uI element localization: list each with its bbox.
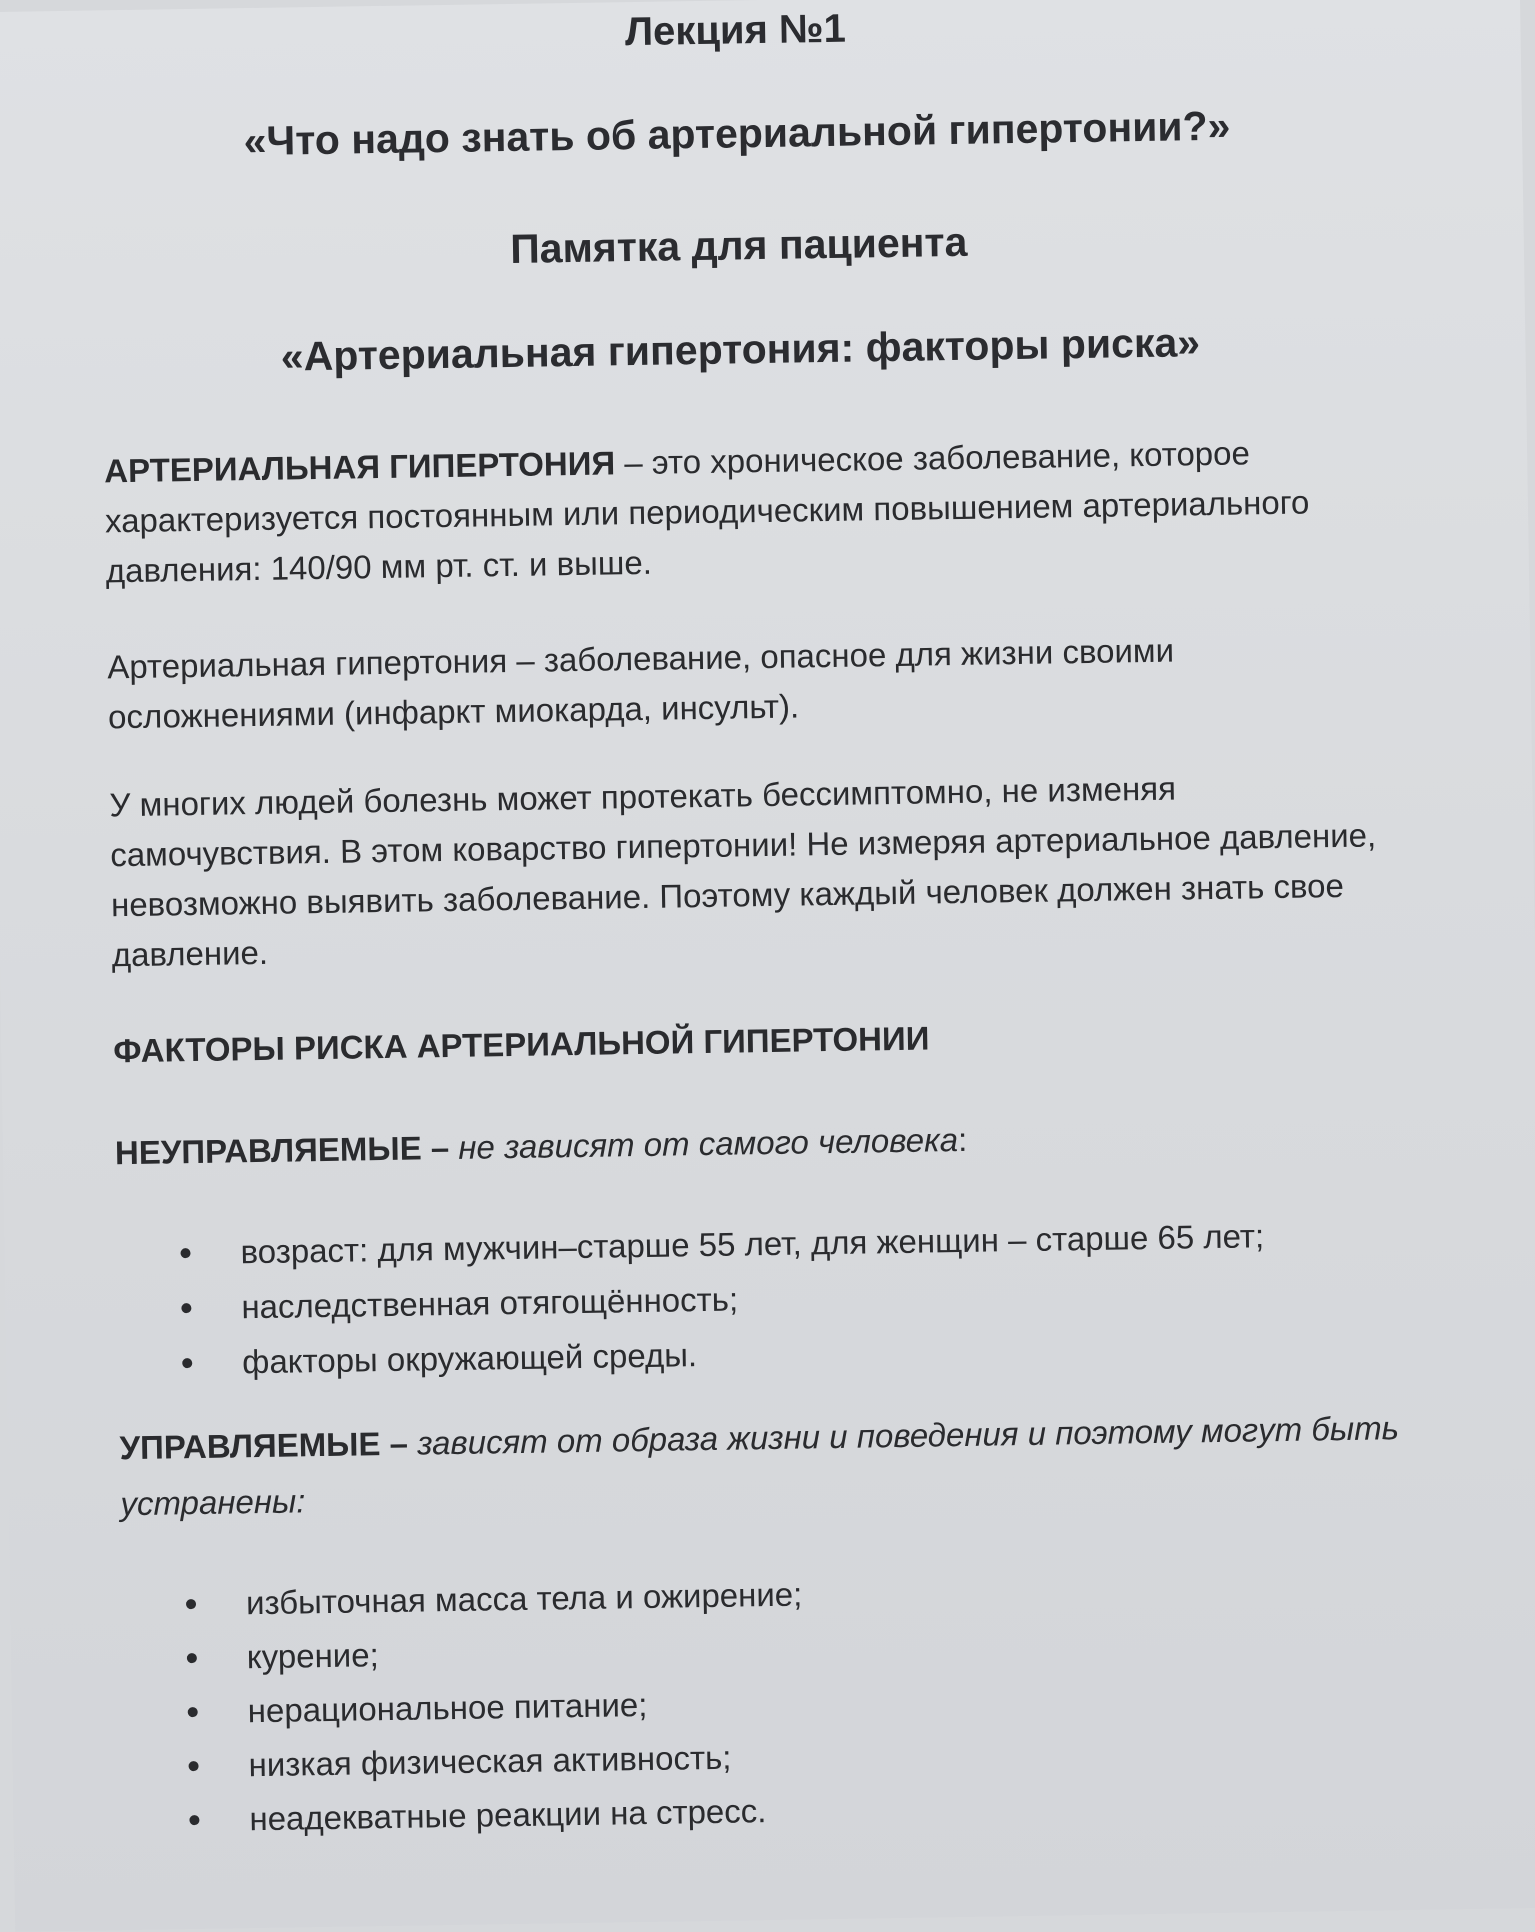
controllable-dash: – <box>380 1424 418 1463</box>
lecture-title: Лекция №1 <box>624 6 847 55</box>
bullet-icon <box>182 1358 192 1368</box>
uncontrollable-description: не зависят от самого человека <box>458 1121 959 1166</box>
definition-paragraph <box>104 426 1396 596</box>
controllable-description: зависят от образа жизни и поведения и поэтому могут быть устранены: <box>120 1409 1400 1523</box>
controllable-factors-list <box>182 1558 1436 1848</box>
bullet-icon <box>186 1599 196 1609</box>
bullet-icon <box>188 1707 198 1717</box>
bullet-icon <box>181 1303 191 1313</box>
definition-text: – это хроническое заболевание, которое характеризуется постоянным или периодическим повышением артериального давления: 140/90 мм рт. ст. и выше. <box>104 434 1310 590</box>
list-item-text: низкая физическая активность; <box>248 1738 732 1784</box>
list-item-text: наследственная отягощённость; <box>241 1280 739 1326</box>
uncontrollable-colon: : <box>957 1120 968 1159</box>
bullet-icon <box>187 1653 197 1663</box>
list-item-text: курение; <box>246 1636 379 1676</box>
list-item-text: неадекватные реакции на стресс. <box>249 1792 767 1838</box>
uncontrollable-factors-list <box>176 1206 1428 1391</box>
list-item-text: возраст: для мужчин–старше 55 лет, для женщин – старше 65 лет; <box>240 1217 1265 1271</box>
memo-topic: «Артериальная гипертония: факторы риска» <box>280 319 1201 380</box>
bullet-icon <box>180 1248 190 1258</box>
list-item-text: нерациональное питание; <box>247 1685 648 1730</box>
lecture-topic: «Что надо знать об артериальной гипертонии?» <box>243 102 1231 165</box>
list-item-text: избыточная масса тела и ожирение; <box>245 1575 803 1622</box>
definition-term: АРТЕРИАЛЬНАЯ ГИПЕРТОНИЯ <box>103 444 616 490</box>
bullet-icon <box>189 1815 199 1825</box>
list-item-text: факторы окружающей среды. <box>241 1336 698 1381</box>
asymptomatic-paragraph: У многих людей болезнь может протекать бессимптомно, не изменяя самочувствия. В этом коварство гипертонии! Не измеряя артериальное давление, невозможно выявить заболевание. Поэтому каждый человек должен знать свое давление. <box>109 769 1377 974</box>
danger-paragraph: Артериальная гипертония – заболевание, опасное для жизни своими осложнениями (инфаркт миокарда, инсульт). <box>107 631 1175 736</box>
controllable-label: УПРАВЛЯЕМЫЕ <box>119 1425 381 1467</box>
uncontrollable-factors-heading <box>115 1108 1406 1178</box>
uncontrollable-dash: – <box>421 1128 459 1167</box>
bullet-icon <box>189 1761 199 1771</box>
controllable-factors-heading <box>119 1400 1411 1532</box>
memo-title: Памятка для пациента <box>509 218 968 272</box>
uncontrollable-label: НЕУПРАВЛЯЕМЫЕ <box>114 1129 422 1172</box>
risk-factors-heading: ФАКТОРЫ РИСКА АРТЕРИАЛЬНОЙ ГИПЕРТОНИИ <box>113 1019 930 1070</box>
